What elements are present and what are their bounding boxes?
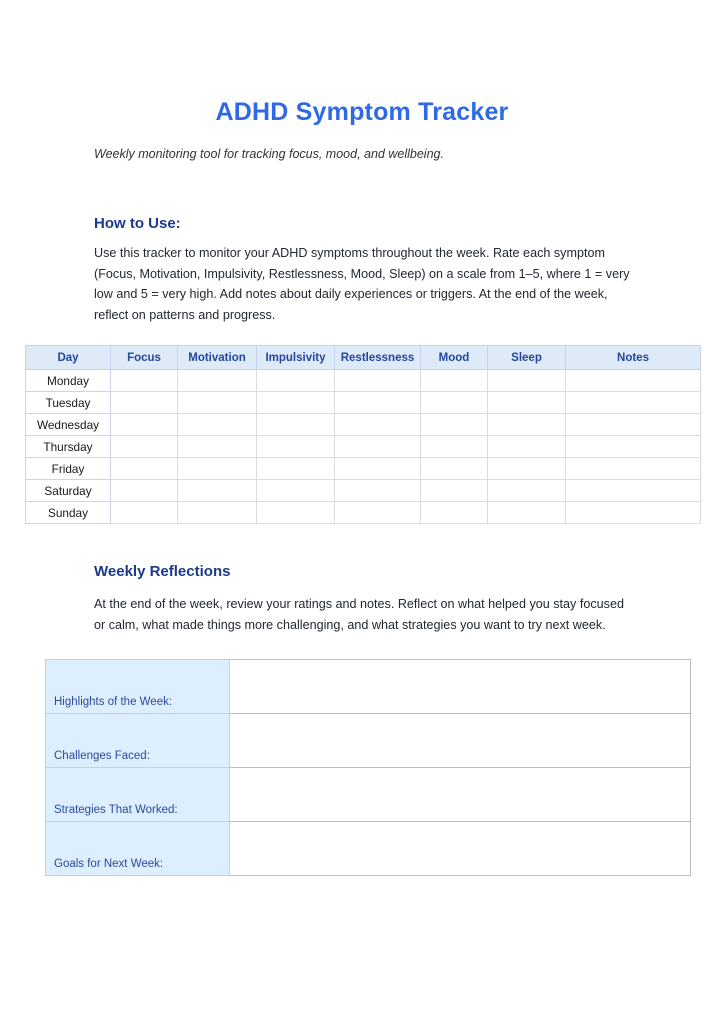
cell-tuesday-mood[interactable] xyxy=(421,392,488,414)
cell-monday-focus[interactable] xyxy=(111,370,178,392)
cell-monday-motivation[interactable] xyxy=(178,370,257,392)
cell-sunday-motivation[interactable] xyxy=(178,502,257,524)
reflection-row-highlights xyxy=(46,660,691,714)
reflection-input-strategies[interactable] xyxy=(230,768,691,822)
column-header-focus: Focus xyxy=(111,346,178,370)
cell-saturday-motivation[interactable] xyxy=(178,480,257,502)
cell-wednesday-impulsivity[interactable] xyxy=(257,414,335,436)
column-header-notes: Notes xyxy=(566,346,701,370)
weekly-reflections-heading: Weekly Reflections xyxy=(94,563,231,580)
cell-tuesday-impulsivity[interactable] xyxy=(257,392,335,414)
cell-friday-motivation[interactable] xyxy=(178,458,257,480)
cell-tuesday-motivation[interactable] xyxy=(178,392,257,414)
cell-tuesday-restlessness[interactable] xyxy=(335,392,421,414)
day-label-monday: Monday xyxy=(26,370,111,392)
cell-tuesday-sleep[interactable] xyxy=(488,392,566,414)
day-label-tuesday: Tuesday xyxy=(26,392,111,414)
cell-sunday-notes[interactable] xyxy=(566,502,701,524)
reflection-input-goals[interactable] xyxy=(230,822,691,876)
cell-saturday-focus[interactable] xyxy=(111,480,178,502)
cell-saturday-notes[interactable] xyxy=(566,480,701,502)
weekly-reflections-table xyxy=(45,659,691,876)
reflection-input-highlights[interactable] xyxy=(230,660,691,714)
cell-wednesday-focus[interactable] xyxy=(111,414,178,436)
cell-friday-impulsivity[interactable] xyxy=(257,458,335,480)
cell-friday-restlessness[interactable] xyxy=(335,458,421,480)
table-header-row xyxy=(26,346,701,370)
weekly-reflections-body: At the end of the week, review your ratings and notes. Reflect on what helped you stay focused or calm, what made things more challenging, and what strategies you want to try next week. xyxy=(94,597,624,632)
reflection-label-goals: Goals for Next Week: xyxy=(46,822,230,876)
cell-tuesday-focus[interactable] xyxy=(111,392,178,414)
cell-tuesday-notes[interactable] xyxy=(566,392,701,414)
table-row xyxy=(26,436,701,458)
cell-monday-restlessness[interactable] xyxy=(335,370,421,392)
column-header-day: Day xyxy=(26,346,111,370)
weekly-reflections-table-container xyxy=(45,659,678,876)
cell-friday-sleep[interactable] xyxy=(488,458,566,480)
cell-wednesday-mood[interactable] xyxy=(421,414,488,436)
cell-sunday-mood[interactable] xyxy=(421,502,488,524)
reflection-label-highlights: Highlights of the Week: xyxy=(46,660,230,714)
cell-wednesday-sleep[interactable] xyxy=(488,414,566,436)
page-subtitle: Weekly monitoring tool for tracking focus, mood, and wellbeing. xyxy=(94,147,444,161)
reflection-input-challenges[interactable] xyxy=(230,714,691,768)
cell-sunday-focus[interactable] xyxy=(111,502,178,524)
table-row xyxy=(26,370,701,392)
day-label-wednesday: Wednesday xyxy=(26,414,111,436)
cell-thursday-focus[interactable] xyxy=(111,436,178,458)
cell-thursday-notes[interactable] xyxy=(566,436,701,458)
reflection-row-goals xyxy=(46,822,691,876)
cell-thursday-impulsivity[interactable] xyxy=(257,436,335,458)
table-row xyxy=(26,458,701,480)
column-header-restlessness: Restlessness xyxy=(335,346,421,370)
table-row xyxy=(26,414,701,436)
reflection-row-challenges xyxy=(46,714,691,768)
cell-thursday-restlessness[interactable] xyxy=(335,436,421,458)
cell-thursday-motivation[interactable] xyxy=(178,436,257,458)
reflection-label-strategies: Strategies That Worked: xyxy=(46,768,230,822)
symptom-tracker-table-container xyxy=(25,345,700,524)
day-label-friday: Friday xyxy=(26,458,111,480)
cell-thursday-mood[interactable] xyxy=(421,436,488,458)
column-header-mood: Mood xyxy=(421,346,488,370)
column-header-motivation: Motivation xyxy=(178,346,257,370)
cell-monday-sleep[interactable] xyxy=(488,370,566,392)
cell-saturday-restlessness[interactable] xyxy=(335,480,421,502)
cell-sunday-impulsivity[interactable] xyxy=(257,502,335,524)
cell-sunday-restlessness[interactable] xyxy=(335,502,421,524)
reflection-row-strategies xyxy=(46,768,691,822)
how-to-use-body: Use this tracker to monitor your ADHD symptoms throughout the week. Rate each symptom (Focus, Motivation, Impulsivity, Restlessness, Mood, Sleep) on a scale from 1–5, where 1 = very low and 5 = very high. Add notes about daily experiences or triggers. At the end of the week, reflect on patterns and progress. xyxy=(94,246,630,322)
cell-saturday-sleep[interactable] xyxy=(488,480,566,502)
table-row xyxy=(26,480,701,502)
cell-wednesday-notes[interactable] xyxy=(566,414,701,436)
day-label-thursday: Thursday xyxy=(26,436,111,458)
column-header-sleep: Sleep xyxy=(488,346,566,370)
cell-saturday-mood[interactable] xyxy=(421,480,488,502)
cell-sunday-sleep[interactable] xyxy=(488,502,566,524)
table-row xyxy=(26,392,701,414)
column-header-impulsivity: Impulsivity xyxy=(257,346,335,370)
cell-wednesday-motivation[interactable] xyxy=(178,414,257,436)
day-label-sunday: Sunday xyxy=(26,502,111,524)
cell-thursday-sleep[interactable] xyxy=(488,436,566,458)
how-to-use-heading: How to Use: xyxy=(94,215,181,232)
day-label-saturday: Saturday xyxy=(26,480,111,502)
page-title: ADHD Symptom Tracker xyxy=(215,98,509,126)
cell-monday-notes[interactable] xyxy=(566,370,701,392)
reflection-label-challenges: Challenges Faced: xyxy=(46,714,230,768)
cell-monday-mood[interactable] xyxy=(421,370,488,392)
cell-friday-mood[interactable] xyxy=(421,458,488,480)
symptom-tracker-table xyxy=(25,345,701,524)
cell-friday-focus[interactable] xyxy=(111,458,178,480)
cell-friday-notes[interactable] xyxy=(566,458,701,480)
cell-wednesday-restlessness[interactable] xyxy=(335,414,421,436)
cell-saturday-impulsivity[interactable] xyxy=(257,480,335,502)
cell-monday-impulsivity[interactable] xyxy=(257,370,335,392)
table-row xyxy=(26,502,701,524)
